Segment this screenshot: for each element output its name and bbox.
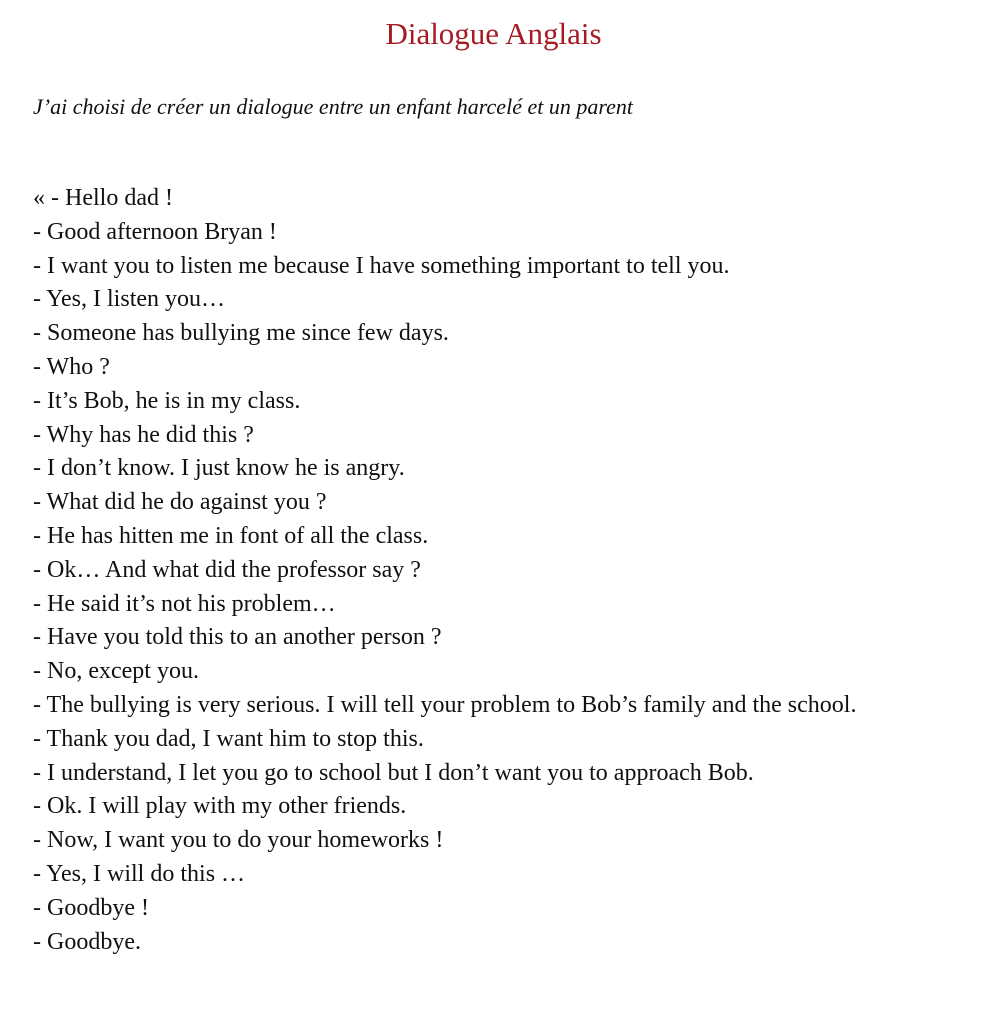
document-subtitle: J’ai choisi de créer un dialogue entre un enfant harcelé et un parent	[33, 94, 633, 119]
dialogue-line: - Goodbye.	[33, 928, 141, 955]
dialogue-line: - He has hitten me in font of all the class.	[33, 522, 429, 549]
dialogue-line: « - Hello dad !	[33, 185, 173, 211]
dialogue-line: - Who ?	[33, 353, 110, 380]
dialogue-line: - No, except you.	[33, 658, 199, 685]
dialogue-line: - Goodbye !	[33, 894, 149, 921]
document-title: Dialogue Anglais	[385, 16, 602, 51]
dialogue-line: - It’s Bob, he is in my class.	[33, 387, 301, 414]
dialogue-line: - Ok… And what did the professor say ?	[33, 556, 421, 583]
dialogue-line: - Why has he did this ?	[33, 421, 254, 448]
dialogue-line: - Ok. I will play with my other friends.	[33, 793, 407, 820]
dialogue-line: - Yes, I listen you…	[33, 286, 226, 313]
dialogue-line: - I understand, I let you go to school but I don’t want you to approach Bob.	[33, 759, 754, 786]
dialogue-list	[33, 182, 963, 959]
dialogue-line: - Good afternoon Bryan !	[33, 218, 277, 245]
dialogue-line: - The bullying is very serious. I will tell your problem to Bob’s family and the school.	[33, 691, 857, 718]
dialogue-line: - What did he do against you ?	[33, 489, 327, 516]
dialogue-line: - Have you told this to an another person ?	[33, 624, 442, 651]
dialogue-line: - Thank you dad, I want him to stop this.	[33, 725, 424, 752]
dialogue-line: - Someone has bullying me since few days.	[33, 320, 449, 347]
dialogue-line: - I want you to listen me because I have something important to tell you.	[33, 252, 730, 279]
dialogue-line: - Yes, I will do this …	[33, 860, 246, 887]
dialogue-line: - He said it’s not his problem…	[33, 590, 336, 617]
dialogue-line: - I don’t know. I just know he is angry.	[33, 455, 405, 482]
dialogue-line: - Now, I want you to do your homeworks !	[33, 827, 444, 854]
